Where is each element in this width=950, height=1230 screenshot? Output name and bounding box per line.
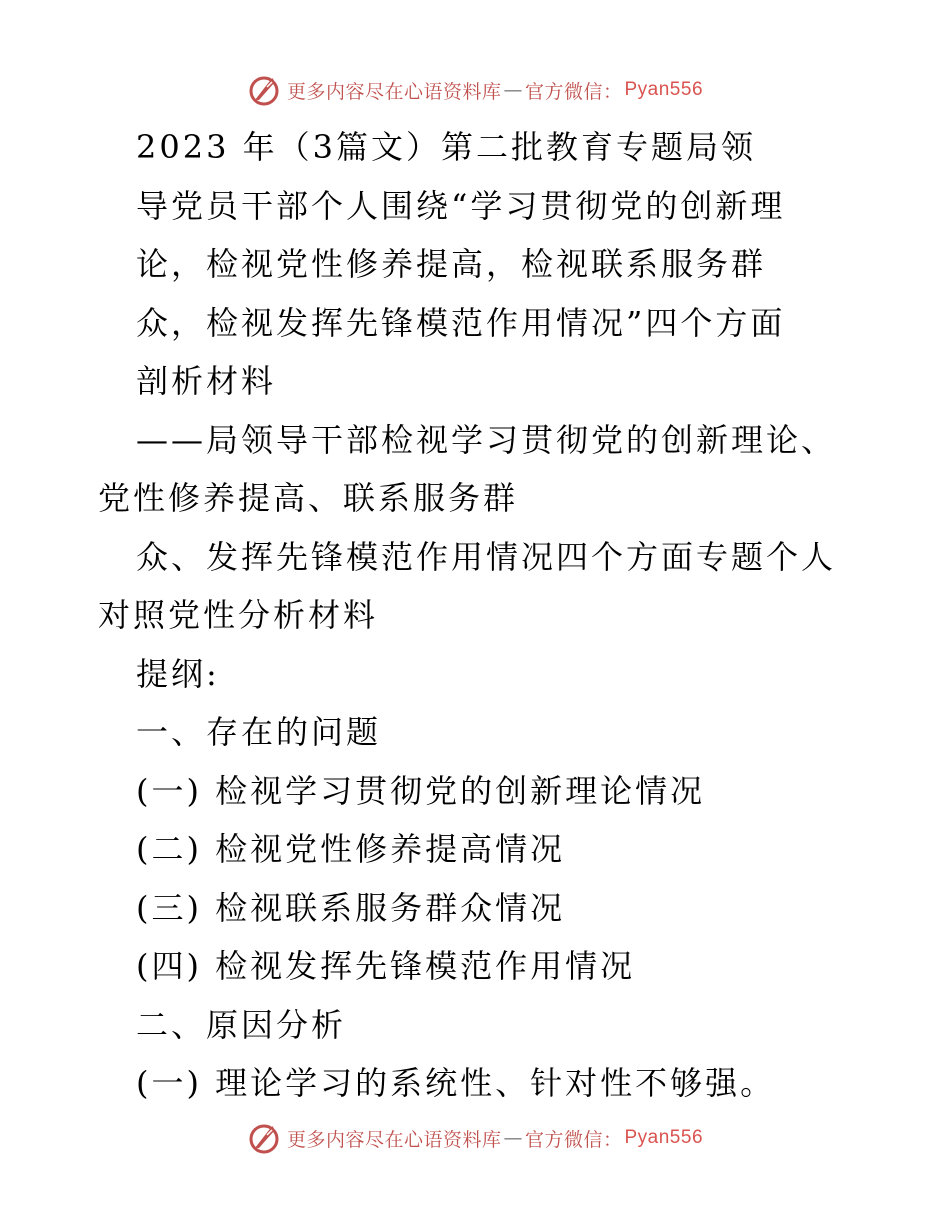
section-heading: 二、原因分析	[136, 1005, 347, 1044]
footer-banner	[0, 1118, 950, 1158]
header-banner	[0, 70, 950, 110]
outline-label: 提纲:	[136, 654, 220, 693]
outline-item: (一) 检视学习贯彻党的创新理论情况	[136, 771, 706, 810]
title-line: 2023 年（3篇文）第二批教育专题局领	[136, 128, 756, 166]
footer-wechat-id: Pyan556	[624, 1127, 704, 1148]
outline-item: (一) 理论学习的系统性、针对性不够强。	[136, 1064, 776, 1102]
quill-pen-logo-icon	[247, 1121, 281, 1155]
subtitle-paragraph: ——局领导干部检视学习贯彻党的创新理论、党性修养提高、联系服务群	[98, 420, 837, 517]
outline-item: (二) 检视党性修养提高情况	[136, 830, 566, 868]
quill-pen-logo-icon	[247, 73, 281, 107]
header-wechat-id: Pyan556	[624, 79, 704, 100]
outline-item: (三) 检视联系服务群众情况	[136, 888, 566, 927]
title-line: 众，检视发挥先锋模范作用情况”四个方面	[136, 303, 786, 342]
title-line: 导党员干部个人围绕“学习贯彻党的创新理	[136, 186, 786, 225]
footer-site-text: 更多内容尽在心语资料库	[286, 1128, 502, 1151]
title-line: 剖析材料	[136, 362, 277, 400]
document-body	[98, 118, 858, 1113]
section-heading: 一、存在的问题	[136, 713, 382, 751]
subtitle-paragraph: 众、发挥先锋模范作用情况四个方面专题个人对照党性分析材料	[98, 537, 837, 634]
footer-wechat-label: 官方微信：	[524, 1128, 623, 1151]
footer-separator: —	[503, 1127, 523, 1149]
title-line: 论，检视党性修养提高，检视联系服务群	[136, 245, 767, 283]
header-site-text: 更多内容尽在心语资料库	[286, 80, 502, 103]
header-wechat-label: 官方微信：	[524, 80, 623, 103]
outline-item: (四) 检视发挥先锋模范作用情况	[136, 947, 636, 985]
header-separator: —	[503, 79, 523, 101]
